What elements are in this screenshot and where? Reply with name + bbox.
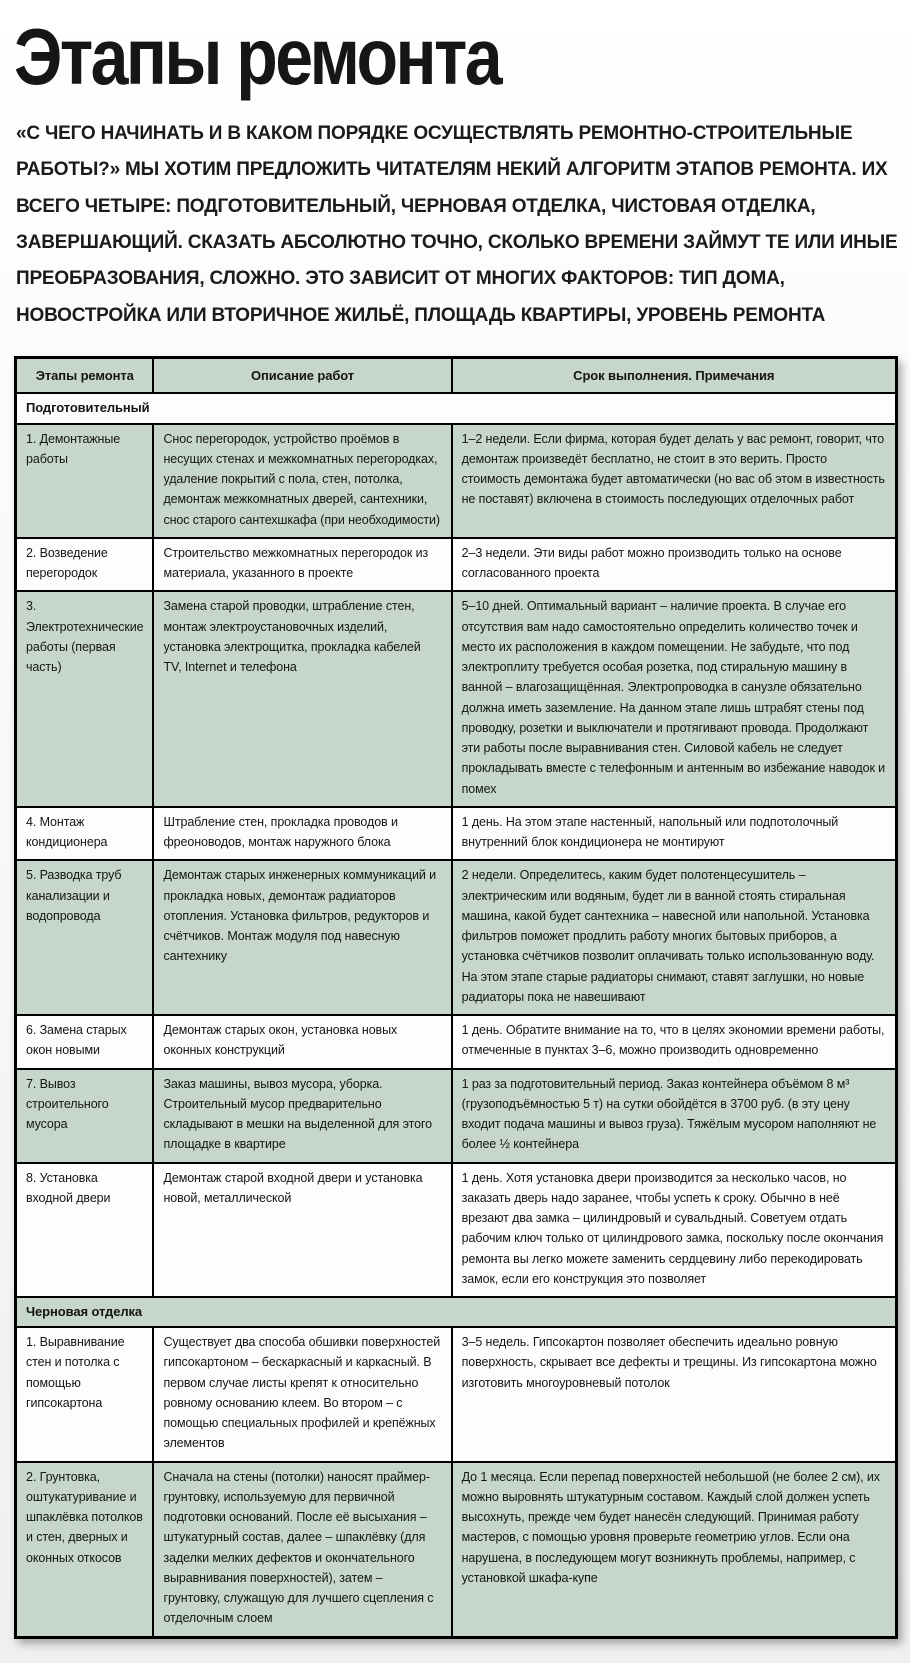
section-title: Черновая отделка bbox=[16, 1297, 897, 1327]
table-row bbox=[16, 1462, 897, 1638]
timing-cell: До 1 месяца. Если перепад поверхностей небольшой (не более 2 см), их можно выровнять штукатурным составом. Каждый слой должен успеть высохнуть, прежде чем будет нанесён следующий. Принимая работу мастеров, с помощью уровня проверьте геометрию углов. Если она нарушена, в последующем могут возникнуть проблемы, например, с установкой шкафа-купе bbox=[452, 1462, 897, 1638]
timing-cell: 1 день. Хотя установка двери производится за несколько часов, но заказать дверь надо заранее, чтобы успеть к сроку. Обычно в неё врезают два замка – цилиндровый и сувальдный. Советуем отдать рабочим ключ только от цилиндрового замка, поскольку после окончания ремонта вы легко можете заменить сердцевину либо перекодировать замок, если его конструкция это позволяет bbox=[452, 1163, 897, 1298]
stage-cell: 6. Замена старых окон новыми bbox=[16, 1015, 154, 1069]
stage-cell: 8. Установка входной двери bbox=[16, 1163, 154, 1298]
table-row bbox=[16, 860, 897, 1015]
timing-cell: 1 раз за подготовительный период. Заказ контейнера объёмом 8 м³ (грузоподъёмностью 5 т) на сутки обойдётся в 3700 руб. (в эту цену входит подача машины и вывоз груза). Тяжёлым мусором наполняют не более ½ контейнера bbox=[452, 1069, 897, 1163]
table-row bbox=[16, 1015, 897, 1069]
column-header-description: Описание работ bbox=[153, 358, 451, 394]
section-header-preparatory bbox=[16, 393, 897, 423]
section-title: Подготовительный bbox=[16, 393, 897, 423]
description-cell: Штрабление стен, прокладка проводов и фреоноводов, монтаж наружного блока bbox=[153, 807, 451, 861]
table-row bbox=[16, 807, 897, 861]
stage-cell: 3. Электротехнические работы (первая часть) bbox=[16, 591, 154, 807]
timing-cell: 1 день. На этом этапе настенный, напольный или подпотолочный внутренний блок кондиционера не монтируют bbox=[452, 807, 897, 861]
description-cell: Заказ машины, вывоз мусора, уборка. Строительный мусор предварительно складывают в мешки на выделенной для этого площадке в квартире bbox=[153, 1069, 451, 1163]
description-cell: Демонтаж старых окон, установка новых оконных конструкций bbox=[153, 1015, 451, 1069]
stage-cell: 4. Монтаж кондиционера bbox=[16, 807, 154, 861]
description-cell: Строительство межкомнатных перегородок из материала, указанного в проекте bbox=[153, 538, 451, 592]
section-header-rough-finish bbox=[16, 1297, 897, 1327]
description-cell: Снос перегородок, устройство проёмов в несущих стенах и межкомнатных перегородках, удаление покрытий с пола, стен, потолка, демонтаж межкомнатных дверей, сантехники, снос старого сантехшкафа (при необходимости) bbox=[153, 424, 451, 538]
column-header-timing: Срок выполнения. Примечания bbox=[452, 358, 897, 394]
timing-cell: 1–2 недели. Если фирма, которая будет делать у вас ремонт, говорит, что демонтаж произведёт бесплатно, не стоит в это верить. Просто стоимость демонтажа будет автоматически (но вас об этом в известность не поставят) включена в стоимость последующих отделочных работ bbox=[452, 424, 897, 538]
timing-cell: 1 день. Обратите внимание на то, что в целях экономии времени работы, отмеченные в пунктах 3–6, можно производить одновременно bbox=[452, 1015, 897, 1069]
table-row bbox=[16, 424, 897, 538]
stage-cell: 5. Разводка труб канализации и водопровода bbox=[16, 860, 154, 1015]
page-title: Этапы ремонта bbox=[14, 12, 500, 101]
timing-cell: 2 недели. Определитесь, каким будет полотенцесушитель – электрическим или водяным, будет ли в ванной стоять стиральная машина, какой будет сантехника – навесной или напольной. Установка фильтров поможет продлить работу многих бытовых приборов, а установка счётчиков позволит оплачивать только использованную воду. На этом этапе старые радиаторы снимают, ставят заглушки, но новые радиаторы пока не навешивают bbox=[452, 860, 897, 1015]
description-cell: Существует два способа обшивки поверхностей гипсокартоном – бескаркасный и каркасный. В первом случае листы крепят к относительно ровному основанию клеем. Во втором – с помощью специальных профилей и крепёжных элементов bbox=[153, 1327, 451, 1462]
description-cell: Демонтаж старой входной двери и установка новой, металлической bbox=[153, 1163, 451, 1298]
column-header-stage: Этапы ремонта bbox=[16, 358, 154, 394]
stage-cell: 1. Выравнивание стен и потолка с помощью гипсокартона bbox=[16, 1327, 154, 1462]
stage-cell: 2. Возведение перегородок bbox=[16, 538, 154, 592]
stage-cell: 1. Демонтажные работы bbox=[16, 424, 154, 538]
description-cell: Демонтаж старых инженерных коммуникаций и прокладка новых, демонтаж радиаторов отопления. Установка фильтров, редукторов и счётчиков. Монтаж модуля под навесную сантехнику bbox=[153, 860, 451, 1015]
table-row bbox=[16, 1069, 897, 1163]
table-row bbox=[16, 1163, 897, 1298]
table-row bbox=[16, 1327, 897, 1462]
intro-paragraph: «С ЧЕГО НАЧИНАТЬ И В КАКОМ ПОРЯДКЕ ОСУЩЕСТВЛЯТЬ РЕМОНТНО-СТРОИТЕЛЬНЫЕ РАБОТЫ?» МЫ ХОТИМ ПРЕДЛОЖИТЬ ЧИТАТЕЛЯМ НЕКИЙ АЛГОРИТМ ЭТАПОВ РЕМОНТА. ИХ ВСЕГО ЧЕТЫРЕ: ПОДГОТОВИТЕЛЬНЫЙ, ЧЕРНОВАЯ ОТДЕЛКА, ЧИСТОВАЯ ОТДЕЛКА, ЗАВЕРШАЮЩИЙ. СКАЗАТЬ АБСОЛЮТНО ТОЧНО, СКОЛЬКО ВРЕМЕНИ ЗАЙМУТ ТЕ ИЛИ ИНЫЕ ПРЕОБРАЗОВАНИЯ, СЛОЖНО. ЭТО ЗАВИСИТ ОТ МНОГИХ ФАКТОРОВ: ТИП ДОМА, НОВОСТРОЙКА ИЛИ ВТОРИЧНОЕ ЖИЛЬЁ, ПЛОЩАДЬ КВАРТИРЫ, УРОВЕНЬ РЕМОНТА bbox=[16, 122, 898, 326]
timing-cell: 5–10 дней. Оптимальный вариант – наличие проекта. В случае его отсутствия вам надо самостоятельно определить количество точек и место их расположения в каждом помещении. Не забудьте, что под электроплиту требуется особая розетка, под стиральную машину в ванной – влагозащищённая. Электропроводка в санузле обязательно должна иметь заземление. На данном этапе лишь штрабят стены под проводку, розетки и выключатели и протягивают провода. Продолжают эти работы после выравнивания стен. Силовой кабель не следует прокладывать вместе с телефонным и антенным во избежание наводок и помех bbox=[452, 591, 897, 807]
timing-cell: 3–5 недель. Гипсокартон позволяет обеспечить идеально ровную поверхность, скрывает все дефекты и трещины. Из гипсокартона можно изготовить многоуровневый потолок bbox=[452, 1327, 897, 1462]
description-cell: Сначала на стены (потолки) наносят праймер-грунтовку, используемую для первичной подготовки оснований. После её высыхания – штукатурный состав, далее – шпаклёвку (для заделки мелких дефектов и окончательного выравнивания поверхностей), затем – грунтовку, служащую для лучшего сцепления с отделочным слоем bbox=[153, 1462, 451, 1638]
timing-cell: 2–3 недели. Эти виды работ можно производить только на основе согласованного проекта bbox=[452, 538, 897, 592]
description-cell: Замена старой проводки, штрабление стен, монтаж электроустановочных изделий, установка электрощитка, прокладка кабелей TV, Internet и телефона bbox=[153, 591, 451, 807]
table-header-row bbox=[16, 358, 897, 394]
table-row bbox=[16, 538, 897, 592]
renovation-stages-table bbox=[14, 356, 898, 1638]
stage-cell: 2. Грунтовка, оштукатуривание и шпаклёвка потолков и стен, дверных и оконных откосов bbox=[16, 1462, 154, 1638]
table-row bbox=[16, 591, 897, 807]
stage-cell: 7. Вывоз строительного мусора bbox=[16, 1069, 154, 1163]
